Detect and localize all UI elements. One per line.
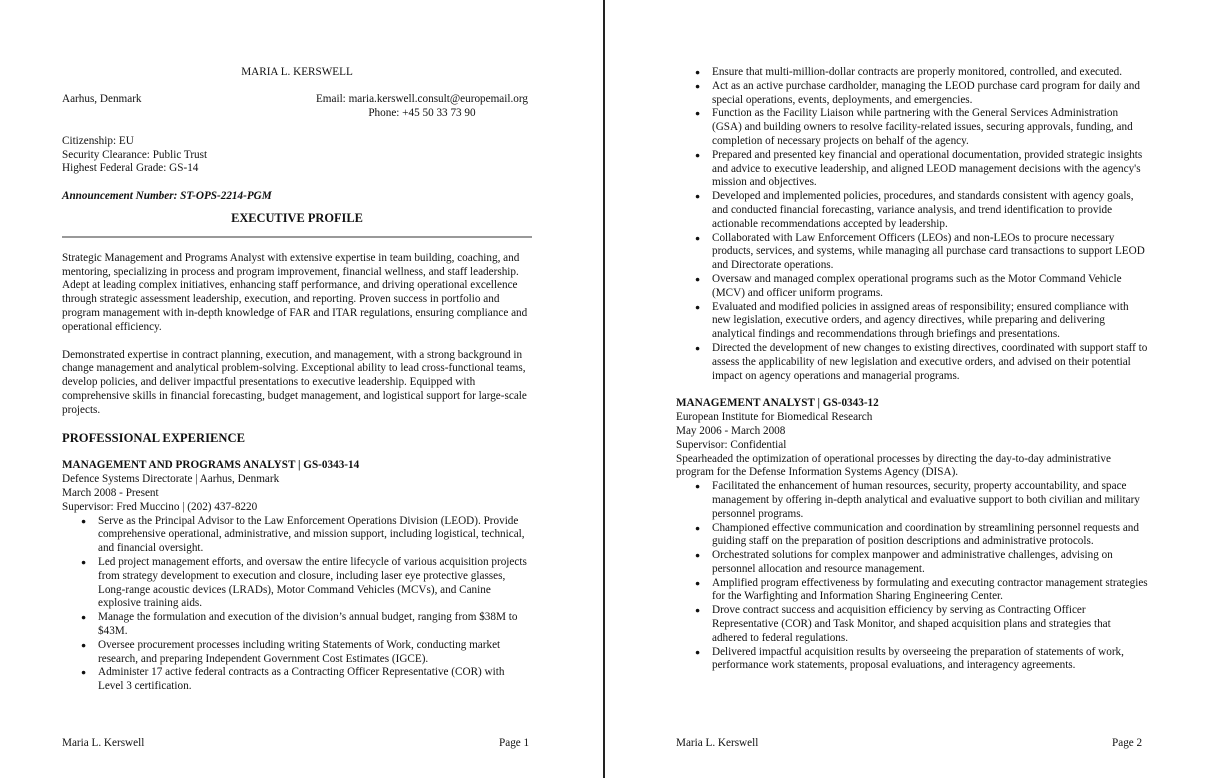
list-item: ● Oversee procurement processes including writing Statements of Work, conducting market research, and preparing Independent Government Cost Estimates (IGCE). — [98, 639, 532, 667]
eligibility-block — [62, 135, 532, 176]
location: Aarhus, Denmark — [62, 92, 142, 105]
list-item: ● Championed effective communication and coordination by streamlining personnel requests and guiding staff on the preparation of position descriptions and administrative protocols. — [712, 522, 1148, 550]
citizenship: Citizenship: EU — [62, 134, 134, 147]
professional-experience-heading: PROFESSIONAL EXPERIENCE — [62, 430, 245, 445]
footer-page-number: Page 1 — [499, 737, 530, 749]
continued-bullet-list — [676, 66, 1148, 383]
contact-block — [62, 93, 532, 121]
job-dates: March 2008 - Present — [62, 486, 159, 499]
list-item: ● Evaluated and modified policies in assigned areas of responsibility; ensured compliance with new legislation, executive orders, and agency directives, while preparing and delivering analytical findings and recommendations through briefings and presentations. — [712, 301, 1148, 342]
resume-page-2 — [605, 0, 1210, 778]
page-1-content — [62, 66, 532, 694]
announcement-number: Announcement Number: ST-OPS-2214-PGM — [62, 190, 272, 203]
list-item: ● Directed the development of new changes to existing directives, coordinated with support staff to assess the applicability of new legislation and executive orders, and advised on their potential impact on agency operations and managerial programs. — [712, 342, 1148, 383]
list-item: ● Act as an active purchase cardholder, managing the LEOD purchase card program for daily and special operations, events, deployments, and emergencies. — [712, 80, 1148, 108]
job-organization: Defence Systems Directorate | Aarhus, Denmark — [62, 473, 280, 486]
list-item: ● Collaborated with Law Enforcement Officers (LEOs) and non-LEOs to procure necessary products, services, and systems, while managing all purchase card transactions to support LEOD and Directorate operations. — [712, 232, 1148, 273]
list-item: ● Oversaw and managed complex operational programs such as the Motor Command Vehicle (MCV) and officer uniform programs. — [712, 273, 1148, 301]
page-2-content — [676, 66, 1148, 673]
job-summary: Spearheaded the optimization of operational processes by directing the day-to-day administrative program for the Defense Information Systems Agency (DISA). — [676, 452, 1111, 479]
list-item: ● Developed and implemented policies, procedures, and standards consistent with agency goals, and conducted financial forecasting, variance analysis, and trend identification to provide actionable recommendations accepted by leadership. — [712, 190, 1148, 231]
executive-profile-heading: EXECUTIVE PROFILE — [231, 210, 363, 225]
contact-details — [316, 93, 528, 121]
list-item: ● Function as the Facility Liaison while partnering with the General Services Administration (GSA) and building owners to resolve facility-related issues, securing approvals, funding, and completion of necessary projects on behalf of the agency. — [712, 107, 1148, 148]
job-title: MANAGEMENT ANALYST | GS-0343-12 — [676, 397, 879, 410]
profile-paragraph-1: Strategic Management and Programs Analyst with extensive expertise in team building, coaching, and mentoring, specializing in process and program improvement, financial wellness, and staff leadership. Adept at leading complex initiatives, enhancing staff performance, and driving operational excellence through strategic assessment leadership, execution, and reporting. Proven success in portfolio and program management with in-depth knowledge of FAR and ITAR regulations, ensuring compliance and operational efficiency. — [62, 251, 528, 333]
list-item: ● Delivered impactful acquisition results by overseeing the preparation of statements of work, performance work statements, proposal evaluations, and interagency agreements. — [712, 646, 1148, 674]
highest-grade: Highest Federal Grade: GS-14 — [62, 162, 199, 175]
list-item: ● Administer 17 active federal contracts as a Contracting Officer Representative (COR) with Level 3 certification. — [98, 666, 532, 694]
job-bullet-list — [676, 480, 1148, 673]
list-item: ● Ensure that multi-million-dollar contracts are properly monitored, controlled, and executed. — [712, 66, 1148, 80]
job-bullet-list — [62, 515, 532, 694]
footer-name: Maria L. Kerswell — [676, 737, 759, 749]
job-supervisor: Supervisor: Fred Muccino | (202) 437-8220 — [62, 500, 258, 513]
profile-paragraph-2: Demonstrated expertise in contract planning, execution, and management, with a strong background in change management and analytical problem-solving. Exceptional ability to lead cross-functional teams, develop policies, and deliver impactful presentations to executive leadership. Equipped with comprehensive skills in financial forecasting, budget management, and logistical support for large-scale projects. — [62, 348, 527, 416]
security-clearance: Security Clearance: Public Trust — [62, 148, 208, 161]
list-item: ● Amplified program effectiveness by formulating and executing contractor management strategies for the Warfighting and Information Sharing Engineering Center. — [712, 577, 1148, 605]
list-item: ● Orchestrated solutions for complex manpower and administrative challenges, advising on personnel allocation and resource management. — [712, 549, 1148, 577]
phone: Phone: +45 50 33 73 90 — [368, 106, 476, 119]
list-item: ● Manage the formulation and execution of the division’s annual budget, ranging from $38M to $43M. — [98, 611, 532, 639]
heading-rule — [62, 236, 532, 238]
list-item: ● Facilitated the enhancement of human resources, security, property accountability, and space management by offering in-depth analytical and evaluative support to both civilian and military personnel programs. — [712, 480, 1148, 521]
email: Email: maria.kerswell.consult@europemail.org — [315, 92, 528, 105]
list-item: ● Prepared and presented key financial and operational documentation, provided strategic insights and advice to executive leadership, and aligned LEOD management decisions with the agency's mission and objectives. — [712, 149, 1148, 190]
candidate-name: MARIA L. KERSWELL — [241, 66, 353, 78]
list-item: ● Drove contract success and acquisition efficiency by serving as Contracting Officer Representative (COR) and Task Monitor, and shaped acquisition plans and strategies that adhered to federal regulations. — [712, 604, 1148, 645]
footer-name: Maria L. Kerswell — [62, 737, 145, 749]
resume-page-1 — [0, 0, 603, 778]
footer-page-number: Page 2 — [1112, 737, 1143, 749]
job-supervisor: Supervisor: Confidential — [676, 438, 787, 451]
job-organization: European Institute for Biomedical Research — [676, 411, 873, 424]
job-dates: May 2006 - March 2008 — [676, 424, 786, 437]
job-title: MANAGEMENT AND PROGRAMS ANALYST | GS-0343-14 — [62, 459, 360, 472]
list-item: ● Serve as the Principal Advisor to the Law Enforcement Operations Division (LEOD). Provide comprehensive operational, administrative, and mission support, including logistical, technical, and financial oversight. — [98, 515, 532, 556]
list-item: ● Led project management efforts, and oversaw the entire lifecycle of various acquisition projects from strategy development to execution and closure, including laser eye protective glasses, Long-range acoustic devices (LRADs), Motor Command Vehicles (MCVs), and Canine explosive training aids. — [98, 556, 532, 611]
